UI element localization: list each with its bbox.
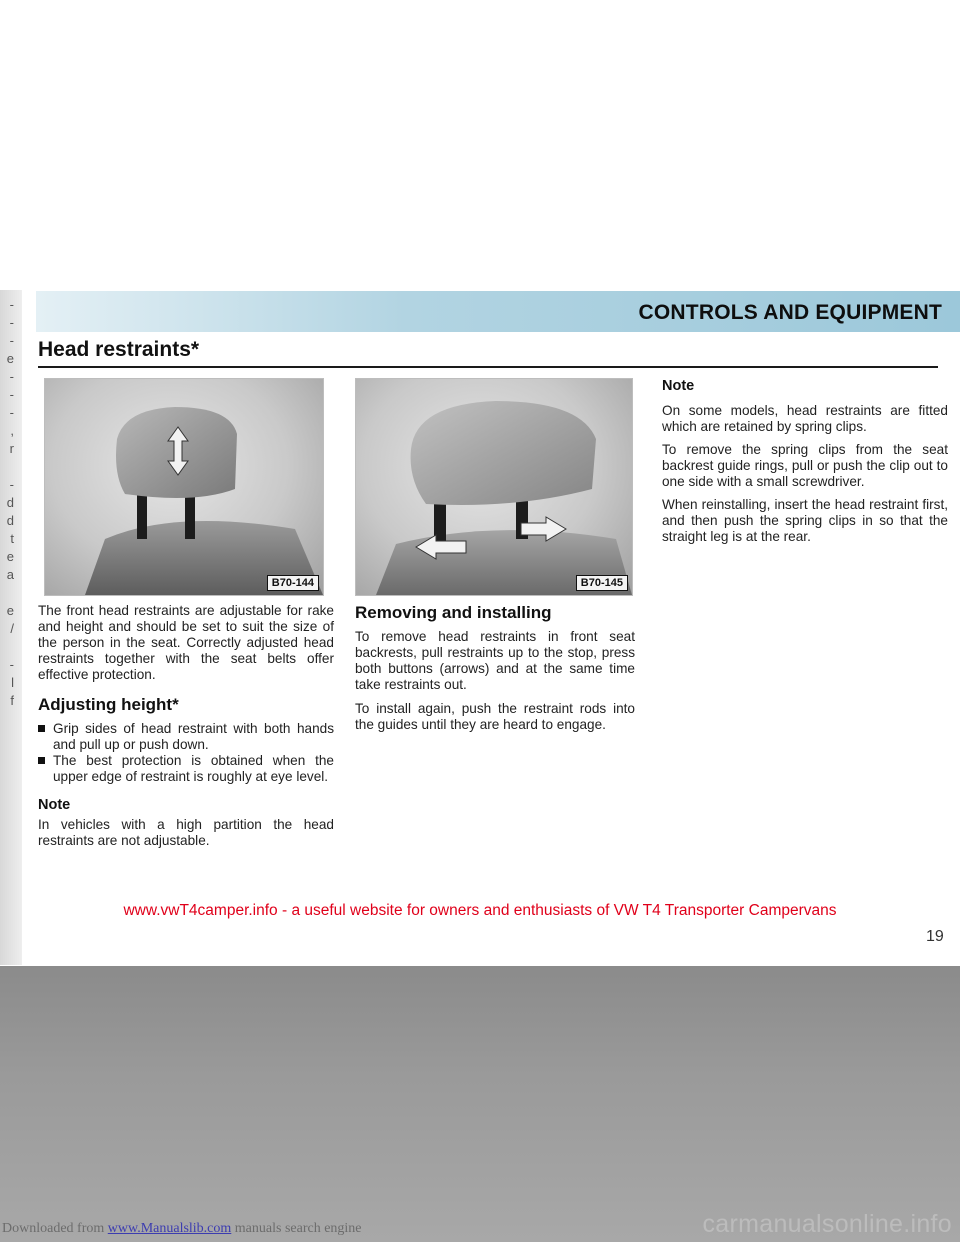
title-underline — [38, 366, 938, 368]
previous-page-margin-text: - - - e - - - , r - d d t e a e / - l f — [6, 297, 14, 708]
figure-head-restraint-remove — [355, 378, 633, 596]
spring-clip-paragraph: On some models, head restraints are fitted which are retained by spring clips. — [662, 403, 948, 434]
bullet-text: The best protection is obtained when the upper edge of restraint is roughly at eye level. — [53, 753, 334, 784]
bullet-item — [38, 721, 334, 753]
note-text: In vehicles with a high partition the head restraints are not adjustable. — [38, 817, 334, 848]
column-2 — [355, 603, 635, 733]
reinstall-paragraph: When reinstalling, insert the head restraint first, and then push the spring clips in so that the straight leg is at the rear. — [662, 497, 948, 544]
site-watermark: carmanualsonline.info — [702, 1210, 952, 1238]
watermark-prefix: Downloaded from — [2, 1221, 108, 1236]
page-title: Head restraints* — [38, 338, 200, 361]
figure-label: B70-145 — [576, 575, 628, 591]
intro-paragraph: The front head restraints are adjustable for rake and height and should be set to suit the size of the person in the seat. Correctly adjusted head restraints together with the seat belts offer effective protection. — [38, 603, 334, 682]
figure-head-restraint-adjust — [44, 378, 324, 596]
scan-bottom-border — [0, 966, 960, 1242]
install-paragraph: To install again, push the restraint rods into the guides until they are heard to engage. — [355, 701, 635, 732]
note-heading: Note — [662, 378, 695, 394]
head-restraint-remove-illustration — [356, 379, 632, 595]
manualslib-link[interactable]: www.Manualslib.com — [107, 1221, 232, 1236]
removing-installing-heading: Removing and installing — [355, 603, 552, 622]
bullet-square-icon — [38, 725, 45, 732]
column-3 — [662, 378, 948, 545]
adjusting-height-heading: Adjusting height* — [38, 695, 179, 714]
removal-paragraph: To remove head restraints in front seat backrests, pull restraints up to the stop, press both buttons (arrows) and at the same time take restraints out. — [355, 629, 635, 692]
section-title: CONTROLS AND EQUIPMENT — [638, 301, 942, 324]
bullet-item — [38, 753, 334, 785]
bullet-text: Grip sides of head restraint with both hands and pull up or push down. — [53, 721, 334, 752]
bullet-square-icon — [38, 757, 45, 764]
column-1 — [38, 603, 334, 849]
head-restraint-adjust-illustration — [45, 379, 323, 595]
download-watermark — [2, 1221, 362, 1237]
remove-clip-paragraph: To remove the spring clips from the seat backrest guide rings, pull or push the clip out to one side with a small screwdriver. — [662, 442, 948, 489]
figure-label: B70-144 — [267, 575, 319, 591]
section-header-band — [36, 291, 960, 332]
note-heading: Note — [38, 797, 71, 813]
top-blank-area — [0, 0, 960, 290]
footer-website-note[interactable]: www.vwT4camper.info - a useful website for owners and enthusiasts of VW T4 Transporter Campervans — [123, 902, 837, 919]
watermark-suffix: manuals search engine — [231, 1221, 362, 1236]
page-number: 19 — [926, 928, 944, 945]
